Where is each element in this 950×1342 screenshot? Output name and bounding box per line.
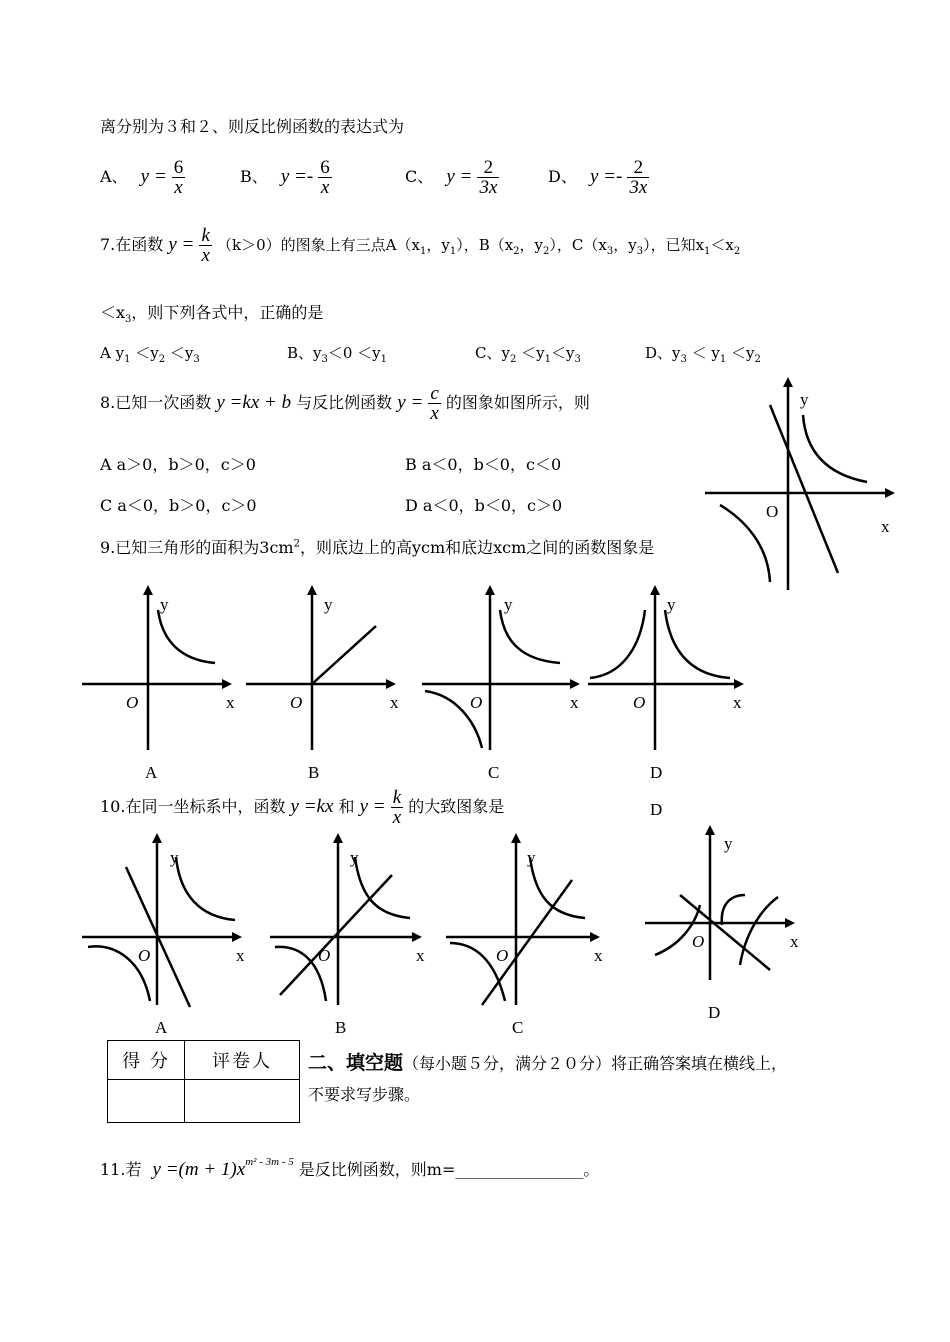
q6-option-a-letter: A、 <box>100 167 128 186</box>
q11-end: 。 <box>583 1160 600 1179</box>
q9-a-curve <box>158 610 215 663</box>
q9-label-d: D <box>650 763 663 782</box>
q10-label-c: C <box>512 1018 524 1037</box>
q7-condition: （k＞0）的图象上有三点$A(x_1$，$y_1$），$B(x_2$，$y_2$），$C(x_3$，$y_3$），已知$x_1<x_2$ <box>217 236 741 257</box>
q9-d-o: O <box>633 693 646 712</box>
q6-option-b-lhs: y =- <box>280 166 314 187</box>
q11-suffix: 是反比例函数，则m= <box>298 1160 456 1179</box>
q10-inverse-lhs: y = <box>359 796 386 817</box>
q10-mid: 和 <box>338 797 355 816</box>
q6-option-a-lhs: y = <box>140 166 167 187</box>
q10-prefix: 10.在同一坐标系中，函数 <box>100 797 286 816</box>
q10-d-o: O <box>692 932 705 951</box>
q10-b-curve-1 <box>355 857 410 918</box>
q9-d-x: x <box>733 693 742 712</box>
q10-b-o: O <box>318 946 331 965</box>
q9-d-curve-2 <box>590 610 645 678</box>
q6-option-c-fraction: $\frac{2}{3x}$ <box>479 157 498 198</box>
q6-option-c-lhs: y = <box>446 166 473 187</box>
q9-d-y: y <box>667 595 676 614</box>
q10-c-curve-1 <box>530 857 585 918</box>
q7-option-d: D、$y_3 < y_1 <y_2$ <box>645 344 761 365</box>
q8-prefix: 8.已知一次函数 <box>100 393 212 412</box>
q7-func-lhs: y = <box>168 234 195 255</box>
q9-b-o: O <box>290 693 303 712</box>
q11-answer-blank[interactable]: ________________ <box>455 1160 584 1179</box>
q6-option-d-fraction: $\frac{2}{3x}$ <box>629 157 648 198</box>
score-cell[interactable] <box>108 1080 185 1123</box>
q9-a-y: y <box>160 595 169 614</box>
q10-label-d: D <box>708 1003 721 1022</box>
q9-b-y: y <box>324 595 333 614</box>
q7-stem-line2: $<x_3$，则下列各式中，正确的是 <box>100 303 324 326</box>
q8-axis-x-label: x <box>881 517 890 536</box>
q6-option-b-letter: B、 <box>240 167 268 186</box>
q8-option-d: D a＜0，b＜0，c＞0 <box>405 496 563 515</box>
q8-mid: 与反比例函数 <box>296 393 393 412</box>
q10-a-y: y <box>170 848 179 867</box>
q10-b-x: x <box>416 946 425 965</box>
q10-graphs <box>0 825 820 1040</box>
q10-c-y: y <box>527 848 536 867</box>
q8-linear-function: y =kx + b <box>216 392 292 413</box>
q10-stem <box>100 788 504 827</box>
q11-exponent: m² - 3m - 5 <box>245 1156 294 1168</box>
score-header: 得 分 <box>108 1041 185 1080</box>
q8-x-arrow <box>885 488 895 498</box>
q9-label-b: B <box>308 763 320 782</box>
q9-c-x: x <box>570 693 579 712</box>
q8-option-b: B a＜0，b＜0，c＜0 <box>405 455 562 474</box>
q6-option-c <box>405 158 499 197</box>
q6-option-d <box>548 158 649 197</box>
q9-a-x: x <box>226 693 235 712</box>
q9-b-line <box>312 626 376 684</box>
q8-inverse-fraction: $\frac{c}{x}$ <box>430 383 439 424</box>
q7-option-a: A $y_1 <y_2 <y_3$ <box>100 344 200 365</box>
q8-graph <box>700 375 900 600</box>
q9-label-c: C <box>488 763 500 782</box>
q9-label-a: A <box>145 763 158 782</box>
q7-stem <box>100 226 740 265</box>
q7-option-c: C、$y_2 <y_1<y_3$ <box>475 344 581 365</box>
q10-d-curve-3 <box>740 897 778 965</box>
q11-stem <box>100 1156 599 1181</box>
q10-label-b: B <box>335 1018 347 1037</box>
q9-a-o: O <box>126 693 139 712</box>
q9-graphs <box>0 580 760 790</box>
q10-suffix: 的大致图象是 <box>408 797 505 816</box>
q7-option-b: B、$y_3<0 <y_1$ <box>287 344 388 365</box>
q8-axis-y-label: y <box>800 390 809 409</box>
q8-line <box>770 405 838 573</box>
q10-b-line <box>280 875 392 995</box>
q6-stem-tail: 离分别为３和２、则反比例函数的表达式为 <box>100 117 405 136</box>
q6-option-c-letter: C、 <box>405 167 434 186</box>
q6-option-d-letter: D、 <box>548 167 577 186</box>
q7-func-fraction: $\frac{k}{x}$ <box>201 225 210 266</box>
q10-linear: y =kx <box>290 796 334 817</box>
q8-hyperbola-branch-1 <box>803 415 867 482</box>
q8-stem <box>100 384 590 423</box>
q6-option-a-fraction: $\frac{6}{x}$ <box>173 157 184 198</box>
section2-desc-a: （每小题５分，满分２０分）将正确答案填在横线上， <box>403 1054 788 1073</box>
section2-heading <box>308 1048 787 1075</box>
q10-c-o: O <box>496 946 509 965</box>
q9-c-y: y <box>504 595 513 614</box>
q9-c-o: O <box>470 693 483 712</box>
q9-c-curve-1 <box>500 610 560 663</box>
q7-prefix: 7.在函数 <box>100 235 164 254</box>
grader-header: 评卷人 <box>185 1041 300 1080</box>
q10-d-curve-1 <box>722 895 745 925</box>
section2-title: 二、填空题 <box>308 1052 404 1074</box>
q10-inverse-fraction: $\frac{k}{x}$ <box>392 787 402 828</box>
q10-b-y: y <box>350 848 359 867</box>
q10-d-y: y <box>724 834 733 853</box>
q8-hyperbola-branch-2 <box>720 505 770 582</box>
q8-y-arrow <box>783 377 793 387</box>
q6-option-d-lhs: y =- <box>589 166 623 187</box>
grader-cell[interactable] <box>185 1080 300 1123</box>
q10-stray-d: D <box>650 800 663 819</box>
q10-a-x: x <box>236 946 245 965</box>
q11-prefix: 11.若 <box>100 1160 142 1179</box>
q11-expression: y =(m + 1)x <box>152 1159 246 1180</box>
q9-d-curve-1 <box>665 610 730 678</box>
q10-label-a: A <box>155 1018 168 1037</box>
q8-option-a: A a＞0，b＞0，c＞0 <box>100 455 256 474</box>
q8-suffix: 的图象如图所示，则 <box>445 393 590 412</box>
q8-origin-label: O <box>766 502 779 521</box>
q8-inverse-lhs: y = <box>397 392 424 413</box>
q9-b-x: x <box>390 693 399 712</box>
q10-c-x: x <box>594 946 603 965</box>
q10-c-line <box>482 880 572 1005</box>
section2-desc-b: 不要求写步骤。 <box>308 1085 421 1104</box>
q10-a-o: O <box>138 946 151 965</box>
q9-stem: 9.已知三角形的面积为$3cm^2$，则底边上的高ycm和底边xcm之间的函数图象是 <box>100 538 655 557</box>
q10-d-x: x <box>790 932 799 951</box>
q8-option-c: C a＜0，b＞0，c＞0 <box>100 496 257 515</box>
q10-a-curve-1 <box>176 857 235 920</box>
score-table <box>107 1040 300 1123</box>
q6-option-a <box>100 158 185 197</box>
q6-option-b <box>240 158 332 197</box>
q6-option-b-fraction: $\frac{6}{x}$ <box>320 157 330 198</box>
